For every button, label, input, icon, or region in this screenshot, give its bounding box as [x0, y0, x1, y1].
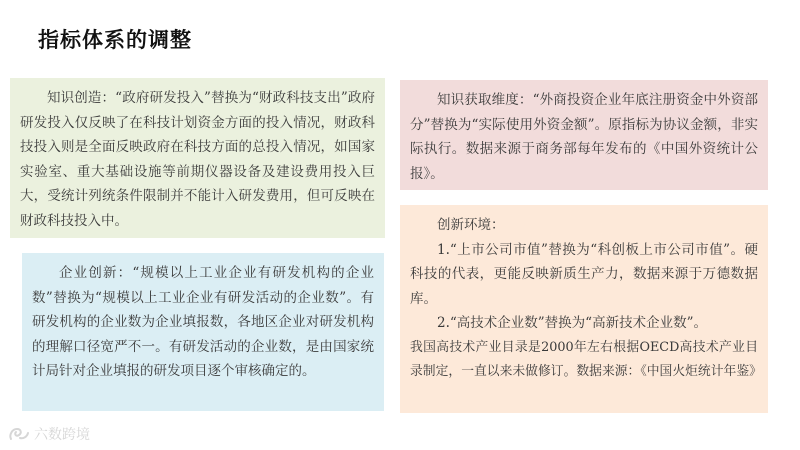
- enterprise-innovation-box: [22, 253, 384, 411]
- innovation-environment-box: [400, 205, 768, 413]
- logo-icon: [8, 426, 30, 442]
- knowledge-acquisition-text: 知识获取维度：“外商投资企业年底注册资金中外资部分”替换为“实际使用外资金额”。原指标为协议金额，非实际执行。数据来源于商务部每年发布的《中国外资统计公报》。: [410, 92, 758, 182]
- knowledge-creation-text: 知识创造：“政府研发投入”替换为“财政科技支出”政府研发投入仅反映了在科技计划资金方面的投入情况，财政科技投入则是全面反映政府在科技方面的总投入情况，如国家实验室、重大基础设施等前期仪器设备及建设费用投入巨大，受统计列统条件限制并不能计入研发费用，但可反映在财政科技投入中。: [20, 90, 375, 229]
- watermark-text: 六数跨境: [34, 427, 90, 443]
- knowledge-creation-box: [10, 78, 385, 238]
- innovation-environment-item-2-detail: 我国高技术产业目录是2000年左右根据OECD高技术产业目录制定，一直以来未做修订。数据来源：《中国火炬统计年鉴》: [410, 339, 762, 379]
- innovation-environment-item-1: 1.“上市公司市值”替换为“科创板上市公司市值”。硬科技的代表，更能反映新质生产力，数据来源于万德数据库。: [410, 241, 758, 307]
- innovation-environment-label: 创新环境：: [437, 217, 505, 233]
- knowledge-acquisition-box: [400, 80, 768, 190]
- page-title: 指标体系的调整: [38, 28, 192, 52]
- enterprise-innovation-text: 企业创新：“规模以上工业企业有研发机构的企业数”替换为“规模以上工业企业有研发活动的企业数”。有研发机构的企业数为企业填报数，各地区企业对研发机构的理解口径宽严不一。有研发活动的企业数，是由国家统计局针对企业填报的研发项目逐个审核确定的。: [32, 265, 374, 379]
- watermark: [8, 424, 90, 444]
- innovation-environment-item-2: 2.“高技术企业数”替换为“高新技术企业数”。: [437, 315, 707, 331]
